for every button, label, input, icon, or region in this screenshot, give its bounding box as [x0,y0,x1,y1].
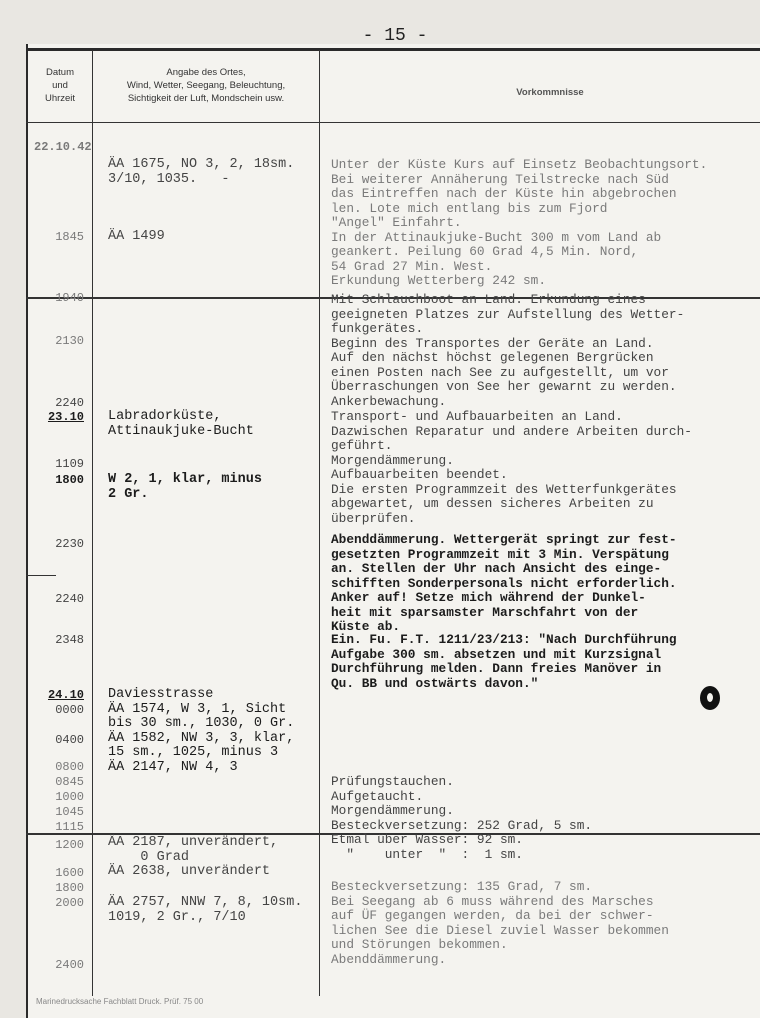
time-entry: 2130 [55,334,84,348]
time-entry: 1800 [55,881,84,895]
location-entry: ÄA 1499 [108,229,165,244]
event-entry: Mit Schlauchboot an Land. Erkundung eines geeigneten Platzes zur Aufstellung des Wetter- funkgerätes. Beginn des Transportes der Geräte an Land. Auf den nächst höchst gelegenen Bergrücken einen Posten nach See zu aufgestellt, um vor Überraschungen von See her gewarnt zu werden. Ankerbewachung. [331,292,685,409]
header-date-time [30,66,90,105]
time-entry: 1600 [55,866,84,880]
header-location [96,66,316,105]
time-entry: 1200 [55,838,84,852]
time-entry: 2348 [55,633,84,647]
time-entry: 2240 [55,592,84,606]
printer-footer: Marinedrucksache Fachblatt Druck. Prüf. 75 00 [36,997,204,1006]
header-location-line-2: Wind, Wetter, Seegang, Beleuchtung, [126,80,286,91]
header-location-line-3: Sichtigkeit der Luft, Mondschein usw. [127,93,285,104]
event-entry: Prüfungstauchen. Aufgetaucht. Morgendämmerung. Besteckversetzung: 252 Grad, 5 sm. Etmal über Wasser: 92 sm. " unter " : 1 sm. [331,774,593,862]
time-entry: 1115 [55,820,84,834]
page-number: - 15 - [362,26,428,46]
time-entry: 24.10 [47,688,84,702]
location-entry: Labradorküste, Attinaukjuke-Bucht [108,409,254,439]
header-and-label: und [52,80,68,91]
time-entry: 23.10 [47,410,84,424]
event-entry: Abenddämmerung. Wettergerät springt zur fest- gesetzten Programmzeit mit 3 Min. Verspätung an. Stellen der Uhr nach Ansicht des einge- schifften Sonderpersonals nicht erforderlich. Anker auf! Setze mich während der Dunkel- heit mit sparsamster Marschfahrt von der Küste ab. [331,532,677,634]
top-rule [26,48,760,51]
time-entry: 0800 [55,760,84,774]
time-entry: 1109 [55,457,84,471]
header-time-label: Uhrzeit [44,93,76,104]
location-entry: ÄA 1675, NO 3, 2, 18sm. 3/10, 1035. - [108,157,295,187]
location-entry: ÄA 2757, NNW 7, 8, 10sm. 1019, 2 Gr., 7/10 [108,895,303,925]
time-entry: 1045 [55,805,84,819]
header-location-line-1: Angabe des Ortes, [166,67,246,78]
location-entry: ÄA 2187, unverändert, 0 Grad ÄA 2638, unverändert [108,835,279,879]
time-entry: 22.10.42 [34,140,92,154]
time-entry: 2000 [55,896,84,910]
time-entry: 2230 [55,537,84,551]
event-entry: Besteckversetzung: 135 Grad, 7 sm. Bei Seegang ab 6 muss während des Marsches auf ÜF gegangen werden, da bei der schwer- lichen See die Diesel zuviel Wasser bekommen und Störungen bekommen. Abenddämmerung. [331,879,669,967]
time-entry: 1940 [55,291,84,305]
header-events: Vorkommnisse [516,87,584,98]
time-entry: 2240 [55,396,84,410]
margin-tick [26,575,56,576]
event-entry: Unter der Küste Kurs auf Einsetz Beobachtungsort. Bei weiterer Annäherung Teilstrecke nach Süd das Eintreffen nach der Küste hin abgebrochen len. Lote mich entlang bis zum Fjord "Angel" Einfahrt. In der Attinaukjuke-Bucht 300 m vom Land ab geankert. Peilung 60 Grad 4,5 Min. Nord, 54 Grad 27 Min. West. Erkundung Wetterberg 242 sm. [331,157,708,288]
time-entry: 2400 [55,958,84,972]
time-entry: 0845 [55,775,84,789]
time-entry: 1000 [55,790,84,804]
header-rule [26,122,760,123]
header-date-label: Datum [46,67,74,78]
event-entry: Ein. Fu. F.T. 1211/23/213: "Nach Durchführung Aufgabe 300 sm. absetzen und mit Kurzsignal Durchführung melden. Dann freies Manöver in Qu. BB und ostwärts davon." [331,632,677,691]
location-entry: Daviesstrasse ÄA 1574, W 3, 1, Sicht bis 30 sm., 1030, 0 Gr. ÄA 1582, NW 3, 3, klar, 15 sm., 1025, minus 3 ÄA 2147, NW 4, 3 [108,687,295,775]
ink-blot [700,686,720,710]
time-entry: 1800 [55,473,84,487]
location-entry: W 2, 1, klar, minus 2 Gr. [108,472,262,502]
time-entry: 0000 [55,703,84,717]
event-entry: Transport- und Aufbauarbeiten an Land. Dazwischen Reparatur und andere Arbeiten durch- geführt. Morgendämmerung. Aufbauarbeiten beendet. Die ersten Programmzeit des Wetterfunkgerätes abgewartet, um dessen sicheres Arbeiten zu überprüfen. [331,409,692,526]
column-divider-2 [319,50,320,996]
time-entry: 0400 [55,733,84,747]
time-entry: 1845 [55,230,84,244]
column-divider-1 [92,50,93,996]
